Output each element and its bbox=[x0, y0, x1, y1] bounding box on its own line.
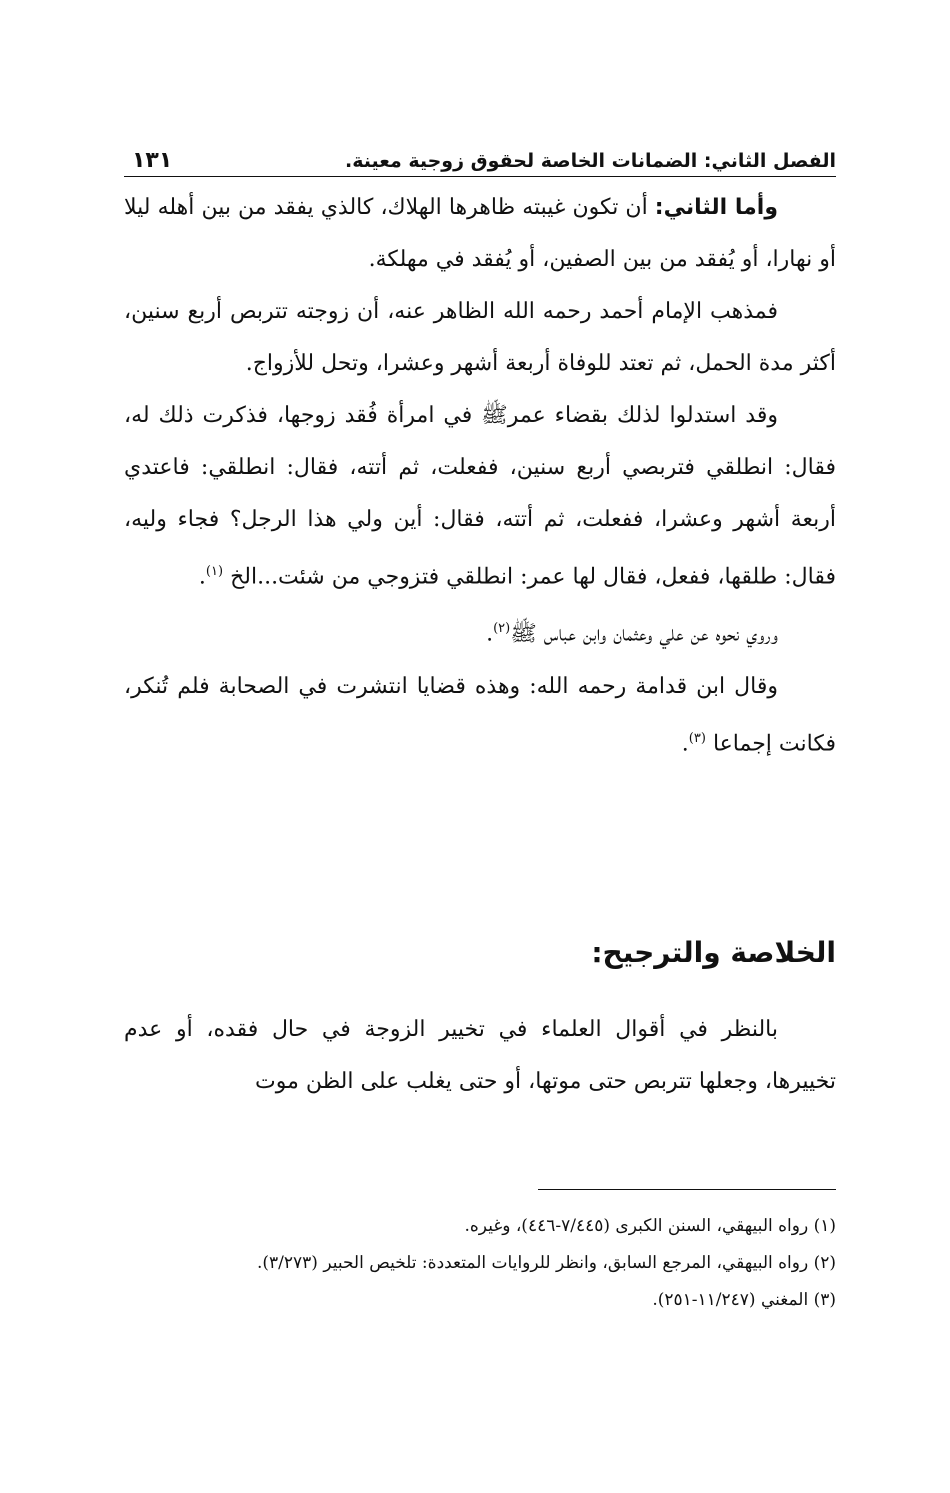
paragraph-5 bbox=[124, 661, 836, 770]
paragraph-text: أن تكون غيبته ظاهرها الهلاك، كالذي يفقد من بين أهله ليلا أو نهارا، أو يُفقد من بين الصفين، أو يُفقد في مهلكة. bbox=[124, 195, 836, 272]
paragraph-text: فمذهب الإمام أحمد رحمه الله الظاهر عنه، أن زوجته تتربص أربع سنين، أكثر مدة الحمل، ثم تعتد للوفاة أربعة أشهر وعشرا، وتحل للأزواج. bbox=[124, 299, 836, 376]
footnote-ref: (٢) bbox=[493, 621, 511, 637]
paragraph-tail: . bbox=[681, 730, 689, 756]
footnote-3: (٣) المغني (١١/٢٤٧-٢٥١). bbox=[652, 1290, 836, 1310]
footnote-2: (٢) رواه البيهقي، المرجع السابق، وانظر للروايات المتعددة: تلخيص الحبير (٣/٢٧٣). bbox=[256, 1253, 836, 1273]
section-heading: الخلاصة والترجيح: bbox=[591, 936, 836, 969]
page-number: ١٣١ bbox=[132, 148, 173, 173]
main-text bbox=[124, 182, 836, 770]
paragraph-tail: . bbox=[486, 621, 494, 647]
paragraph-1 bbox=[124, 182, 836, 286]
footnotes bbox=[124, 1208, 836, 1319]
conclusion-paragraph bbox=[124, 1004, 836, 1108]
paragraph-4 bbox=[124, 603, 836, 660]
paragraph-text: وروي نحوه عن علي وعثمان وابن عباس ﷺ bbox=[510, 621, 778, 647]
paragraph-2 bbox=[124, 286, 836, 390]
paragraph-tail: . bbox=[198, 564, 206, 590]
footnote-ref: (١) bbox=[205, 564, 224, 579]
footnote-ref: (٣) bbox=[688, 730, 706, 746]
paragraph-lead: وأما الثاني: bbox=[654, 195, 778, 220]
chapter-title: الفصل الثاني: الضمانات الخاصة لحقوق زوجية معينة. bbox=[344, 150, 836, 172]
running-header bbox=[124, 138, 836, 177]
conclusion-text bbox=[124, 1004, 836, 1108]
paragraph-text: وقال ابن قدامة رحمه الله: وهذه قضايا انتشرت في الصحابة فلم تُنكر، فكانت إجماعا bbox=[124, 673, 836, 756]
footnote-divider bbox=[538, 1189, 836, 1190]
paragraph-text: وقد استدلوا لذلك بقضاء عمرﷺ في امرأة فُقد زوجها، فذكرت ذلك له، فقال: انطلقي فتربصي أربع سنين، ففعلت، ثم أتته، فقال: انطلقي: فاعتدي أربعة أشهر وعشرا، ففعلت، ثم أتته، فقال: أين ولي هذا الرجل؟ فجاء وليه، فقال: طلقها، ففعل، فقال لها عمر: انطلقي فتزوجي من شئت...الخ bbox=[124, 403, 836, 590]
footnote-1: (١) رواه البيهقي، السنن الكبرى (٧/٤٤٥-٤٤٦)، وغيره. bbox=[464, 1216, 836, 1236]
paragraph-text: بالنظر في أقوال العلماء في تخيير الزوجة في حال فقده، أو عدم تخييرها، وجعلها تتربص حتى موتها، أو حتى يغلب على الظن موت bbox=[124, 1017, 836, 1094]
paragraph-3 bbox=[124, 390, 836, 603]
